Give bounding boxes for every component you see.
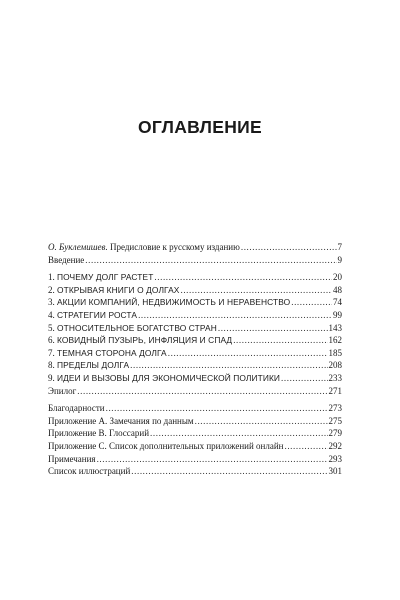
toc-entry-notes[interactable] xyxy=(48,453,342,466)
toc-entry-label: Список иллюстраций xyxy=(48,466,131,477)
toc-entry-foreword[interactable] xyxy=(48,241,342,254)
toc-entry-label: Примечания xyxy=(48,453,96,464)
toc-chapter-title: ОТНОСИТЕЛЬНОЕ БОГАТСТВО СТРАН xyxy=(57,322,217,333)
toc-chapter-number: 4. xyxy=(48,309,55,320)
toc-entry-appendix-a[interactable] xyxy=(48,415,342,428)
toc-entry-label: Приложение А. Замечания по данным xyxy=(48,415,194,426)
toc-chapter-title: ПРЕДЕЛЫ ДОЛГА xyxy=(57,360,130,371)
toc-entry-label: Эпилог xyxy=(48,385,77,396)
toc-leader-dots xyxy=(168,347,328,360)
toc-entry-page: 143 xyxy=(328,322,342,333)
toc-chapter-number: 2. xyxy=(48,284,55,295)
toc-entry-page: 74 xyxy=(333,297,342,308)
toc-chapter-title: АКЦИИ КОМПАНИЙ, НЕДВИЖИМОСТЬ И НЕРАВЕНСТВО xyxy=(57,297,291,308)
toc-entry-page: 301 xyxy=(328,466,342,477)
toc-entry-author: О. Буклемишев. xyxy=(48,242,108,252)
toc-entry-page: 99 xyxy=(333,309,342,320)
toc-leader-dots xyxy=(97,453,328,466)
toc-leader-dots xyxy=(218,322,328,335)
toc-entry-label: Приложение В. Глоссарий xyxy=(48,428,150,439)
toc-entry-page: 185 xyxy=(328,347,342,358)
toc-leader-dots xyxy=(284,440,327,453)
toc-chapter-number: 7. xyxy=(48,347,55,358)
toc-entry-label: Благодарности xyxy=(48,403,105,414)
toc-entry-page: 20 xyxy=(333,272,342,283)
toc-entry-page: 275 xyxy=(328,415,342,426)
toc-entry-page: 48 xyxy=(333,284,342,295)
toc-leader-dots xyxy=(291,296,332,309)
page-title: ОГЛАВЛЕНИЕ xyxy=(137,117,263,137)
toc-entry-acknowledgements[interactable] xyxy=(48,402,342,415)
toc-chapter-number: 6. xyxy=(48,335,55,346)
toc-leader-dots xyxy=(106,402,328,415)
toc-entry-page: 9 xyxy=(337,254,342,265)
toc-entry-page: 7 xyxy=(337,242,342,252)
toc-leader-dots xyxy=(85,254,336,267)
toc-chapter-3[interactable] xyxy=(48,296,342,309)
toc-leader-dots xyxy=(195,415,328,428)
toc-chapter-title: ПОЧЕМУ ДОЛГ РАСТЕТ xyxy=(57,272,154,283)
toc-chapter-title: ОТКРЫВАЯ КНИГИ О ДОЛГАХ xyxy=(57,284,180,295)
toc-back-matter xyxy=(48,402,342,478)
toc-leader-dots xyxy=(180,284,332,297)
toc-entry-label: Приложение С. Список дополнительных приложений онлайн xyxy=(48,440,284,451)
toc-chapter-number: 1. xyxy=(48,272,55,283)
toc-chapter-5[interactable] xyxy=(48,322,342,335)
table-of-contents xyxy=(48,241,342,483)
toc-leader-dots xyxy=(150,427,327,440)
toc-chapter-4[interactable] xyxy=(48,309,342,322)
toc-entry-page: 279 xyxy=(328,428,342,439)
toc-leader-dots xyxy=(233,334,327,347)
toc-front-matter xyxy=(48,241,342,266)
toc-chapter-7[interactable] xyxy=(48,347,342,360)
toc-chapter-6[interactable] xyxy=(48,334,342,347)
toc-chapter-title: ИДЕИ И ВЫЗОВЫ ДЛЯ ЭКОНОМИЧЕСКОЙ ПОЛИТИКИ xyxy=(57,372,281,383)
toc-entry-page: 162 xyxy=(328,335,342,346)
toc-leader-dots xyxy=(138,309,332,322)
toc-entry-page: 293 xyxy=(328,453,342,464)
toc-chapter-2[interactable] xyxy=(48,284,342,297)
toc-chapter-9[interactable] xyxy=(48,372,342,385)
toc-entry-page: 271 xyxy=(328,385,342,396)
toc-entry-label: Предисловие к русскому изданию xyxy=(109,242,240,252)
toc-chapters xyxy=(48,271,342,397)
toc-entry-epilogue[interactable] xyxy=(48,385,342,398)
toc-leader-dots xyxy=(130,359,327,372)
toc-chapter-8[interactable] xyxy=(48,359,342,372)
toc-chapter-number: 9. xyxy=(48,372,55,383)
toc-chapter-title: ТЕМНАЯ СТОРОНА ДОЛГА xyxy=(57,347,167,358)
toc-chapter-number: 5. xyxy=(48,322,55,333)
toc-leader-dots xyxy=(77,385,327,398)
toc-chapter-number: 8. xyxy=(48,360,55,371)
toc-entry-appendix-b[interactable] xyxy=(48,427,342,440)
toc-leader-dots xyxy=(154,271,332,284)
toc-entry-page: 292 xyxy=(328,440,342,451)
toc-entry-page: 273 xyxy=(328,403,342,414)
toc-chapter-title: КОВИДНЫЙ ПУЗЫРЬ, ИНФЛЯЦИЯ И СПАД xyxy=(57,335,233,346)
toc-chapter-title: СТРАТЕГИИ РОСТА xyxy=(57,309,138,320)
toc-leader-dots xyxy=(241,241,337,254)
toc-leader-dots xyxy=(131,465,327,478)
toc-chapter-1[interactable] xyxy=(48,271,342,284)
toc-entry-label: Введение xyxy=(48,254,85,265)
toc-entry-page: 233 xyxy=(328,372,342,383)
toc-entry-appendix-c[interactable] xyxy=(48,440,342,453)
toc-entry-page: 208 xyxy=(328,360,342,371)
toc-leader-dots xyxy=(281,372,327,385)
toc-chapter-number: 3. xyxy=(48,297,55,308)
toc-entry-illustrations[interactable] xyxy=(48,465,342,478)
toc-entry-introduction[interactable] xyxy=(48,254,342,267)
